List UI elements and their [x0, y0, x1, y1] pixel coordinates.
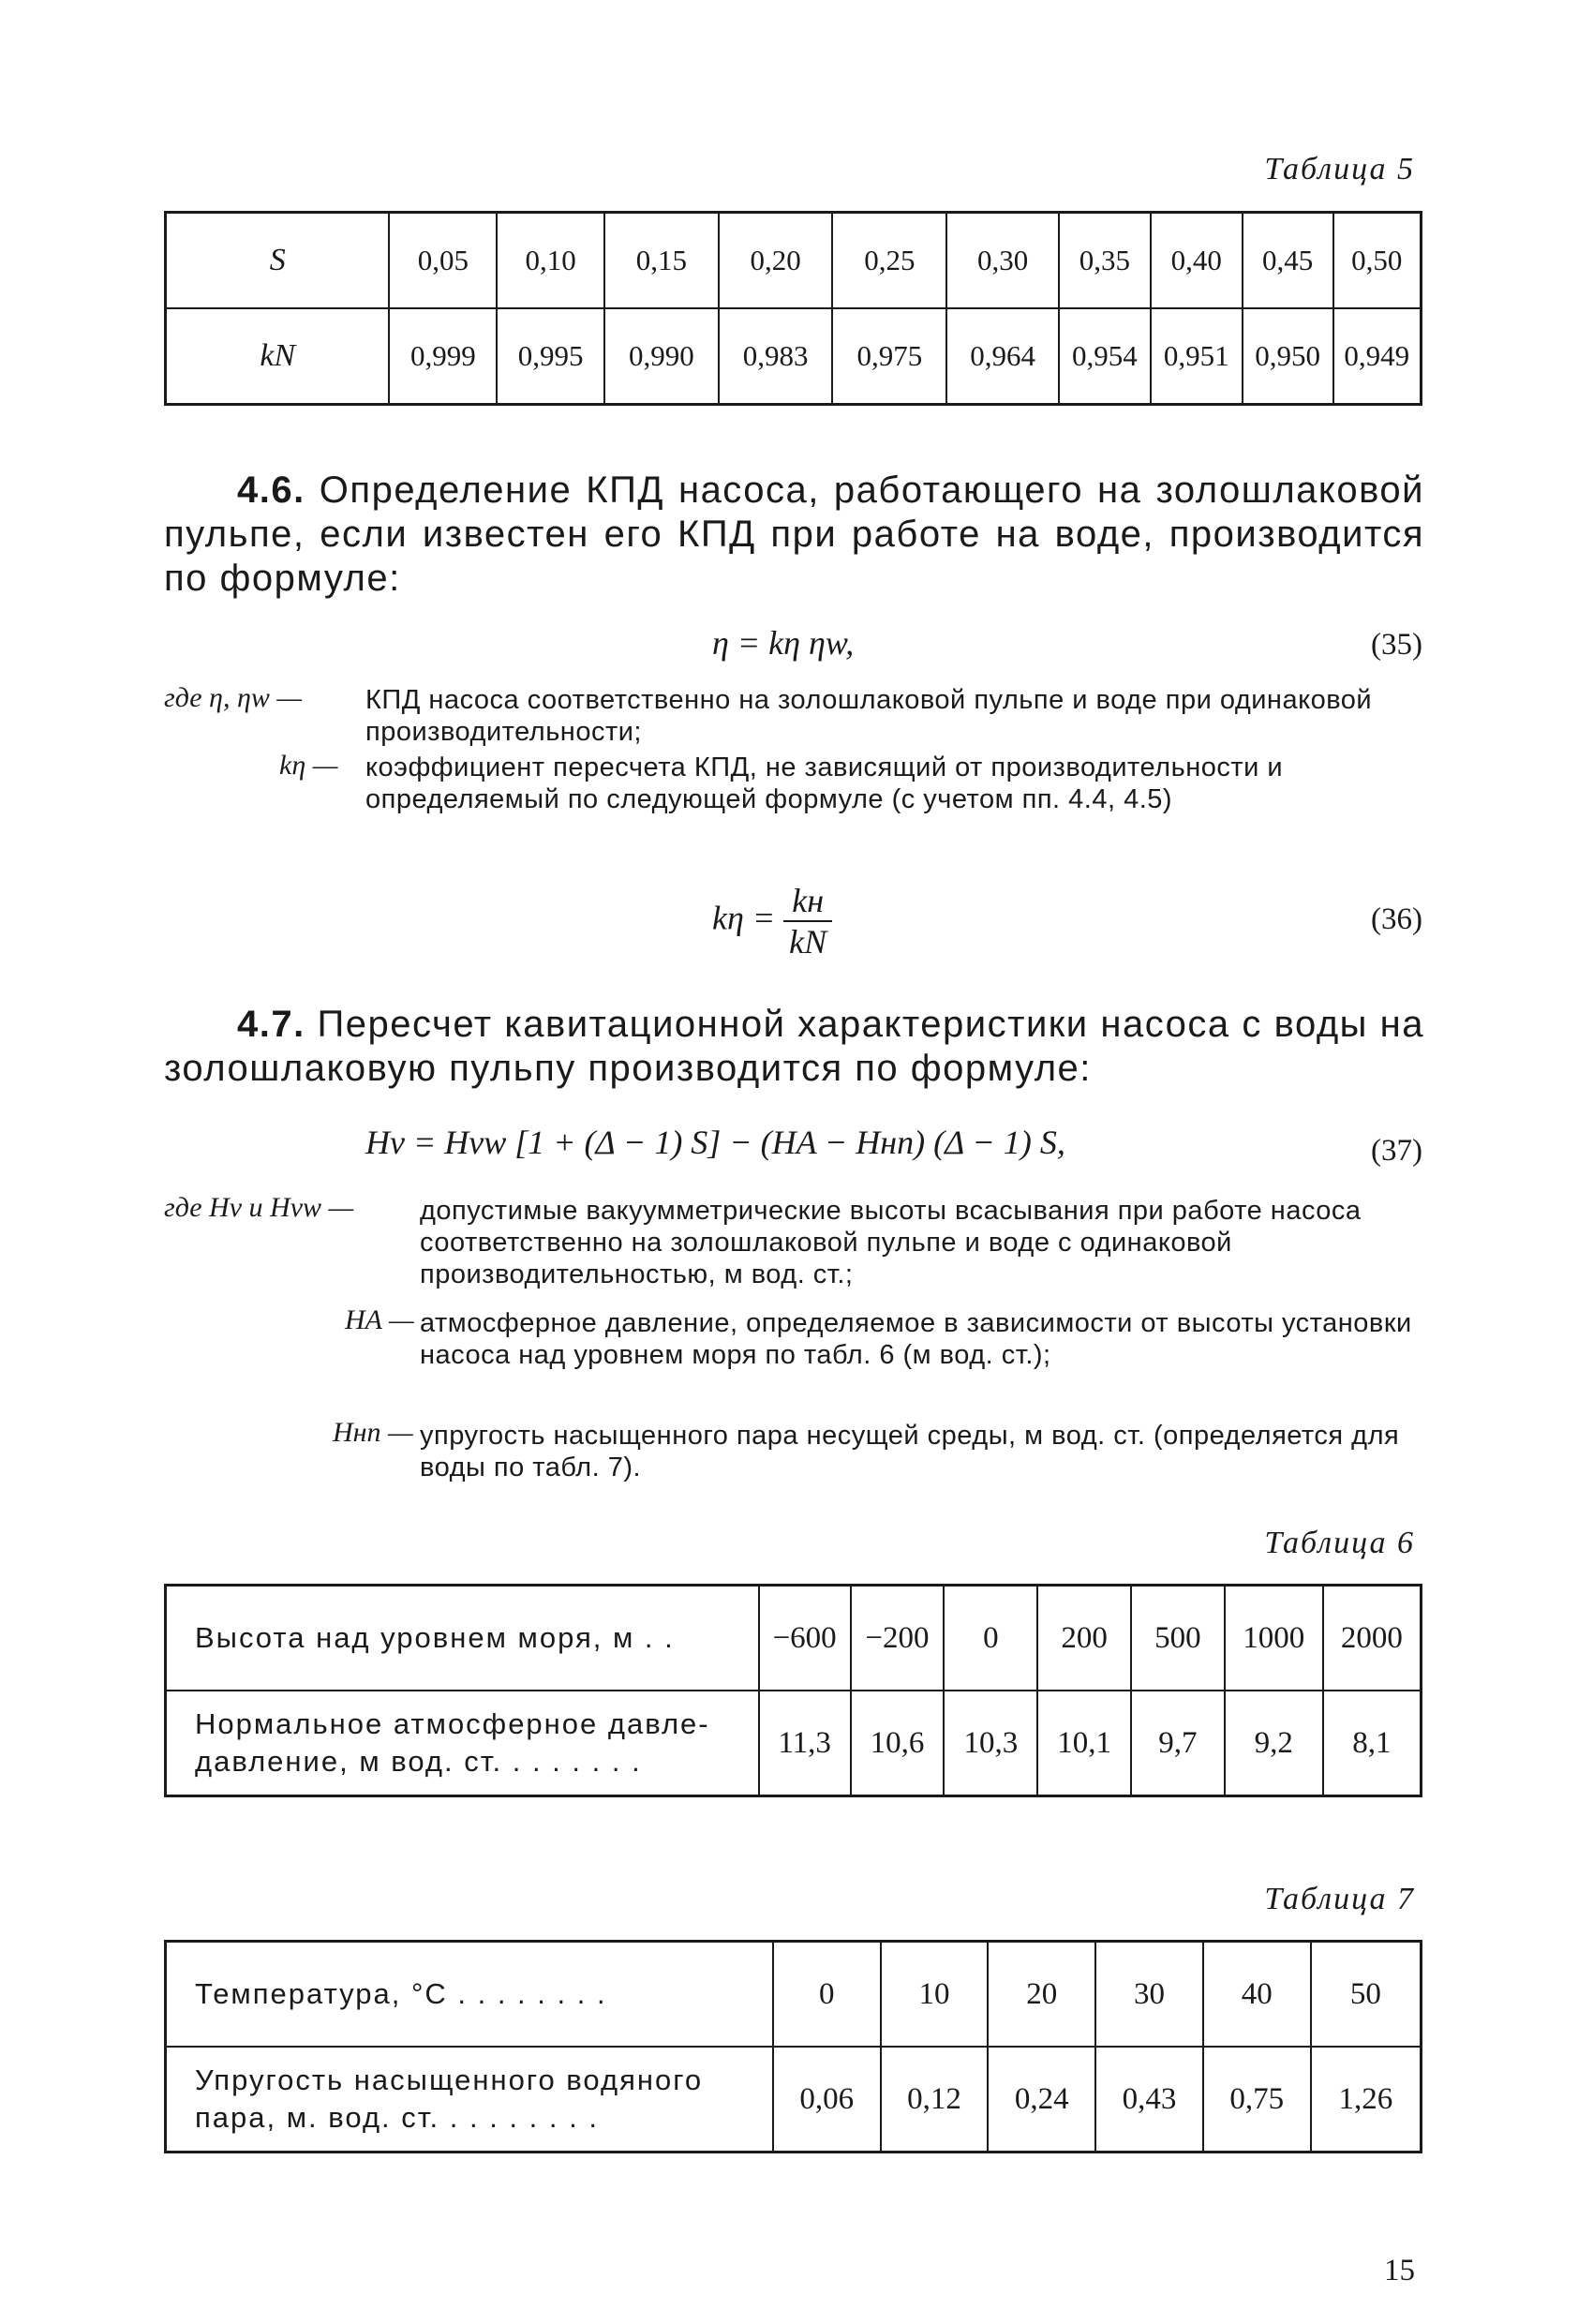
- table7-cell: 0,06: [773, 2047, 881, 2153]
- table6-cell: 1000: [1225, 1586, 1323, 1691]
- table7-cell: 40: [1203, 1942, 1311, 2048]
- table7-row-label: Температура, °С . . . . . . . .: [166, 1942, 773, 2048]
- table7-cell: 1,26: [1311, 2047, 1422, 2153]
- table5-cell: 0,950: [1243, 308, 1333, 405]
- table7-cell: 0,75: [1203, 2047, 1311, 2153]
- table6-cell: 11,3: [759, 1691, 851, 1796]
- table5-row-kn: [166, 308, 1422, 405]
- table6-cell: 10,1: [1037, 1691, 1131, 1796]
- table5-cell: 0,25: [832, 213, 946, 309]
- definition-symbol: HA —: [345, 1304, 414, 1335]
- table7: [164, 1940, 1422, 2153]
- definition-text: упругость насыщенного пара несущей среды, м вод. ст. (определяется для воды по табл. 7).: [420, 1421, 1400, 1482]
- fraction-denominator: kN: [789, 923, 827, 961]
- table5-label-kn: kN: [166, 308, 390, 405]
- definition-symbol: где Hv и Hvw —: [164, 1192, 354, 1223]
- table6-cell: 200: [1037, 1586, 1131, 1691]
- table5-cell: 0,949: [1333, 308, 1422, 405]
- table6-cell: 9,2: [1225, 1691, 1323, 1796]
- table5: [164, 211, 1422, 406]
- definition-text: КПД насоса соответственно на золошлаковой пульпе и воде при одинаковой производительности;: [365, 685, 1373, 747]
- table5-cell: 0,964: [946, 308, 1059, 405]
- definition-text: коэффициент пересчета КПД, не зависящий от производительности и определяемый по следующей формуле (с учетом пп. 4.4, 4.5): [365, 752, 1284, 814]
- table6: [164, 1584, 1422, 1797]
- table6-row-label: Нормальное атмосферное давле-давление, м вод. ст. . . . . . . .: [166, 1691, 759, 1796]
- definition-text: атмосферное давление, определяемое в зависимости от высоты установки насоса над уровнем моря по табл. 6 (м вод. ст.);: [420, 1308, 1412, 1370]
- table7-cell: 10: [881, 1942, 989, 2048]
- equation-number-35: (35): [1371, 628, 1422, 662]
- table5-cell: 0,15: [604, 213, 719, 309]
- table7-caption: Таблица 7: [1264, 1882, 1415, 1916]
- table5-cell: 0,951: [1151, 308, 1243, 405]
- table6-row-altitude: [166, 1586, 1422, 1691]
- table5-label-s: S: [166, 213, 390, 309]
- table5-caption: Таблица 5: [1264, 152, 1415, 186]
- equation-number-36: (36): [1371, 902, 1422, 936]
- table5-cell: 0,954: [1059, 308, 1151, 405]
- table6-cell: 8,1: [1323, 1691, 1422, 1796]
- fraction-numerator: kн: [783, 881, 832, 922]
- table6-cell: 2000: [1323, 1586, 1422, 1691]
- definition-symbol: kη —: [279, 750, 338, 781]
- table5-cell: 0,999: [389, 308, 497, 405]
- page-number: 15: [1384, 2254, 1415, 2287]
- formula-35: η = kη ηw,: [712, 624, 855, 662]
- table6-cell: −600: [759, 1586, 851, 1691]
- section-text: Определение КПД насоса, работающего на золошлаковой пульпе, если известен его КПД при работе на воде, производится по формуле:: [164, 469, 1424, 599]
- table7-cell: 20: [988, 1942, 1095, 2048]
- table6-cell: 10,3: [944, 1691, 1037, 1796]
- table7-cell: 0,43: [1095, 2047, 1203, 2153]
- table6-row-label: Высота над уровнем моря, м . .: [166, 1586, 759, 1691]
- equation-number-37: (37): [1371, 1134, 1422, 1168]
- table5-cell: 0,20: [719, 213, 833, 309]
- table7-row-vapor-pressure: [166, 2047, 1422, 2153]
- table6-cell: 0: [944, 1586, 1037, 1691]
- table7-cell: 0: [773, 1942, 881, 2048]
- formula-37: Hv = Hvw [1 + (Δ − 1) S] − (HA − Hнп) (Δ − 1) S,: [365, 1124, 1065, 1161]
- table7-cell: 0,12: [881, 2047, 989, 2153]
- table5-cell: 0,990: [604, 308, 719, 405]
- table6-caption: Таблица 6: [1264, 1526, 1415, 1560]
- table5-cell: 0,40: [1151, 213, 1243, 309]
- table5-cell: 0,05: [389, 213, 497, 309]
- table5-cell: 0,50: [1333, 213, 1422, 309]
- section-4-6-paragraph: [164, 469, 1424, 601]
- formula-lhs: kη =: [712, 899, 776, 937]
- table5-cell: 0,35: [1059, 213, 1151, 309]
- section-number: 4.7.: [237, 1004, 305, 1045]
- definition-symbol: Hнп —: [333, 1417, 413, 1448]
- section-text: Пересчет кавитационной характеристики насоса с воды на золошлаковую пульпу производится по формуле:: [164, 1004, 1424, 1089]
- table5-cell: 0,983: [719, 308, 833, 405]
- table5-cell: 0,10: [497, 213, 604, 309]
- table7-row-label: Упругость насыщенного водяного пара, м. вод. ст. . . . . . . . .: [166, 2047, 773, 2153]
- definition-text: допустимые вакуумметрические высоты всасывания при работе насоса соответственно на золошлаковой пульпе и воде с одинаковой производительностью, м вод. ст.;: [420, 1196, 1362, 1289]
- table7-cell: 30: [1095, 1942, 1203, 2048]
- table6-cell: 500: [1131, 1586, 1225, 1691]
- table5-cell: 0,995: [497, 308, 604, 405]
- table7-cell: 0,24: [988, 2047, 1095, 2153]
- table7-cell: 50: [1311, 1942, 1422, 2048]
- fraction: [783, 881, 832, 961]
- table5-cell: 0,45: [1243, 213, 1333, 309]
- table6-row-pressure: [166, 1691, 1422, 1796]
- table5-cell: 0,30: [946, 213, 1059, 309]
- section-4-7-paragraph: [164, 1003, 1424, 1091]
- table6-cell: −200: [851, 1586, 945, 1691]
- table7-row-temperature: [166, 1942, 1422, 2048]
- table6-cell: 9,7: [1131, 1691, 1225, 1796]
- table5-row-s: [166, 213, 1422, 309]
- table6-cell: 10,6: [851, 1691, 945, 1796]
- table5-cell: 0,975: [832, 308, 946, 405]
- formula-36: [712, 881, 832, 961]
- section-number: 4.6.: [237, 469, 305, 511]
- definition-symbol: где η, ηw —: [164, 682, 303, 713]
